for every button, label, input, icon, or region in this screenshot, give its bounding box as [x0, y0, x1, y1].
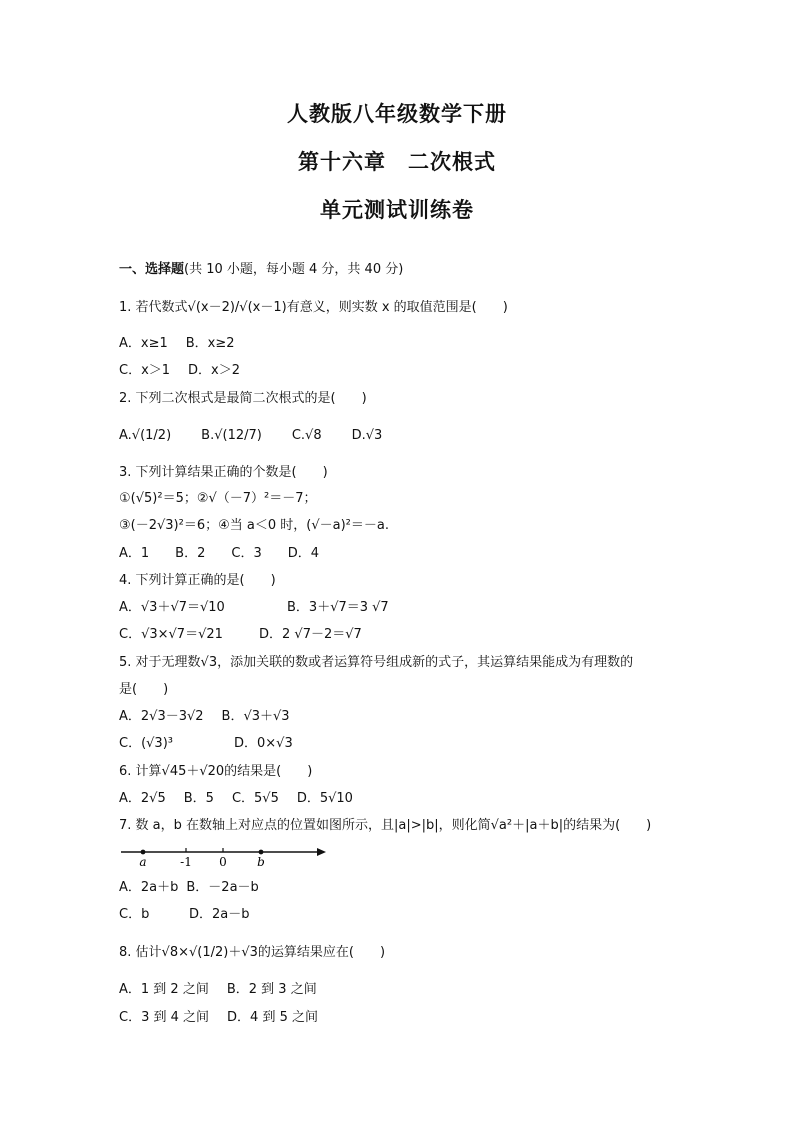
section-label: 一、选择题 [119, 262, 185, 277]
q7-option-a: A．2a＋b [119, 880, 179, 895]
q3-stem: 3. 下列计算结果正确的个数是( ) [119, 465, 328, 480]
label-zero: 0 [219, 855, 227, 869]
q4-option-a: A．√3＋√7＝√10 [119, 600, 225, 615]
label-minus-one: -1 [180, 855, 192, 869]
q4-option-b: B．3＋√7＝3 √7 [287, 600, 389, 615]
section-heading [119, 261, 403, 279]
q3-options [119, 545, 337, 563]
q1-option-d: D．x＞2 [188, 363, 241, 378]
q6-option-a: A．2√5 [119, 791, 166, 806]
q1-option-a: A．x≥1 [119, 336, 168, 351]
section-note: (共 10 小题，每小题 4 分，共 40 分) [184, 262, 404, 277]
q8-option-d: D．4 到 5 之间 [227, 1010, 318, 1025]
q5-stem: 5. 对于无理数√3，添加关联的数或者运算符号组成新的式子，其运算结果能成为有理数的 [119, 655, 634, 670]
q8-stem: 8. 估计√8×√(1/2)＋√3的运算结果应在( ) [119, 945, 386, 960]
q4-stem: 4. 下列计算正确的是( ) [119, 573, 276, 588]
q6-option-c: C．5√5 [231, 791, 279, 806]
q1-option-b: B．x≥2 [185, 336, 235, 351]
q4-options-row2 [119, 626, 362, 644]
q5-option-a: A．2√3－3√2 [119, 709, 204, 724]
q5-stem-cont: 是( ) [119, 682, 169, 697]
q3-statements-2: ③(－2√3)²＝6；④当 a＜0 时，(√－a)²＝－a. [119, 518, 389, 533]
q7-options-row2 [119, 906, 250, 924]
q5-options-row1 [119, 708, 308, 726]
q2-option-a: A.√(1/2) [119, 428, 172, 443]
number-line-figure [119, 843, 329, 869]
q2-options [119, 427, 400, 445]
q7-option-d: D．2a－b [189, 907, 250, 922]
point-b [259, 850, 264, 855]
q1-option-c: C．x＞1 [119, 363, 171, 378]
q7-stem: 7. 数 a，b 在数轴上对应点的位置如图所示，且|a|>|b|，则化简√a²＋|a＋b|的结果为( ) [119, 818, 652, 833]
q8-option-b: B．2 到 3 之间 [226, 982, 317, 997]
doc-title: 人教版八年级数学下册 [287, 101, 507, 126]
q1-options-row1 [119, 335, 253, 353]
q6-option-b: B．5 [183, 791, 214, 806]
q1-options-row2 [119, 362, 258, 380]
q6-option-d: D．5√10 [296, 791, 353, 806]
q6-stem: 6. 计算√45＋√20的结果是( ) [119, 764, 313, 779]
q5-option-b: B．√3＋√3 [221, 709, 290, 724]
q4-option-c: C．√3×√7＝√21 [119, 627, 223, 642]
q8-options-row1 [119, 981, 335, 999]
q4-options-row1 [119, 599, 389, 617]
q5-option-d: D．0×√3 [234, 736, 293, 751]
q4-option-d: D．2 √7－2＝√7 [259, 627, 362, 642]
q3-option-c: C．3 [231, 546, 262, 561]
q3-option-b: B．2 [175, 546, 206, 561]
q5-option-c: C．(√3)³ [119, 736, 173, 751]
point-a [141, 850, 146, 855]
q6-options [119, 790, 371, 808]
q3-statements-1: ①(√5)²＝5；②√（－7）²＝－7； [119, 491, 317, 506]
q8-option-c: C．3 到 4 之间 [119, 1010, 210, 1025]
q2-stem: 2. 下列二次根式是最简二次根式的是( ) [119, 391, 367, 406]
label-a: a [139, 855, 147, 869]
q7-option-c: C．b [119, 907, 150, 922]
test-title: 单元测试训练卷 [320, 197, 474, 222]
q2-option-b: B.√(12/7) [201, 428, 262, 443]
q2-option-c: C.√8 [291, 428, 322, 443]
label-b: b [257, 855, 265, 869]
chapter-title: 第十六章 二次根式 [298, 149, 496, 174]
q8-options-row2 [119, 1009, 336, 1027]
q8-option-a: A．1 到 2 之间 [119, 982, 209, 997]
q1-stem: 1. 若代数式√(x－2)/√(x－1)有意义，则实数 x 的取值范围是( ) [119, 300, 508, 315]
q3-option-a: A．1 [119, 546, 150, 561]
number-line-arrow [317, 848, 326, 856]
q5-options-row2 [119, 735, 293, 753]
q2-option-d: D.√3 [351, 428, 383, 443]
q7-options-row1 [119, 879, 277, 897]
q3-option-d: D．4 [287, 546, 320, 561]
q7-option-b: B．－2a－b [186, 880, 259, 895]
